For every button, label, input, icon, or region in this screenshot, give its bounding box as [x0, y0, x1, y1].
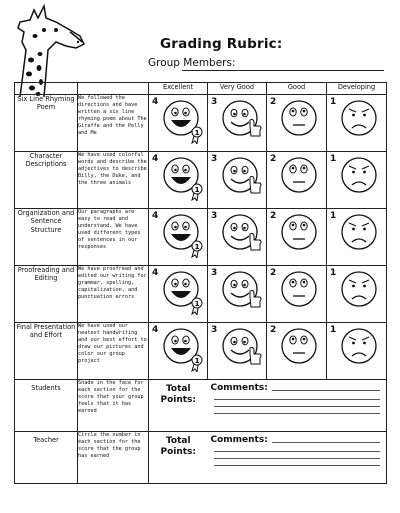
score-number[interactable]: 2 — [270, 325, 277, 335]
score-number[interactable]: 4 — [152, 154, 159, 164]
corner-cell — [15, 83, 78, 95]
total-points-label: Total Points: — [160, 384, 197, 405]
score-cell[interactable] — [327, 152, 387, 209]
rubric-row — [15, 152, 387, 209]
criterion-name: Final Presentation and Effort — [15, 323, 78, 380]
score-cell[interactable] — [267, 209, 327, 266]
score-cell[interactable] — [327, 266, 387, 323]
score-cell[interactable] — [149, 152, 208, 209]
ecstatic-face-icon[interactable] — [161, 269, 205, 315]
score-cell[interactable] — [208, 266, 267, 323]
score-cell[interactable] — [208, 152, 267, 209]
score-number[interactable]: 1 — [330, 325, 337, 335]
criterion-description: Our paragraphs are easy to read and understand. We have used different types of sentences in our responses — [78, 209, 149, 266]
summary-row — [15, 380, 387, 432]
svg-text:1: 1 — [194, 300, 200, 308]
column-header: Developing — [327, 83, 387, 95]
column-header: Excellent — [149, 83, 208, 95]
summary-description: Snade in the face for each section for the score that your group feels that it has earned — [78, 380, 149, 432]
score-number[interactable]: 2 — [270, 154, 277, 164]
score-number[interactable]: 3 — [211, 211, 218, 221]
score-cell[interactable] — [149, 266, 208, 323]
neutral-face-icon[interactable] — [279, 269, 323, 315]
neutral-face-icon[interactable] — [279, 98, 323, 144]
summary-description: Circle the number in each section for the score that the group has earned — [78, 432, 149, 484]
comment-line[interactable] — [214, 458, 381, 459]
ecstatic-face-icon[interactable] — [161, 212, 205, 258]
thumbs-up-face-icon[interactable] — [220, 212, 264, 258]
score-number[interactable]: 1 — [330, 154, 337, 164]
score-number[interactable]: 2 — [270, 268, 277, 278]
criterion-description: We have proofread and edited our writing for grammar, spelling, capitalization, and punctuation errors — [78, 266, 149, 323]
comments-cell[interactable] — [208, 380, 387, 432]
thumbs-up-face-icon[interactable] — [220, 326, 264, 372]
score-number[interactable]: 2 — [270, 211, 277, 221]
score-cell[interactable] — [149, 209, 208, 266]
ecstatic-face-icon[interactable] — [161, 155, 205, 201]
summary-role: Students — [15, 380, 78, 432]
group-members-line[interactable] — [182, 70, 384, 71]
score-number[interactable]: 4 — [152, 97, 159, 107]
total-points-cell[interactable] — [149, 432, 208, 484]
score-cell[interactable] — [267, 266, 327, 323]
score-cell[interactable] — [327, 323, 387, 380]
comments-cell[interactable] — [208, 432, 387, 484]
sad-face-icon[interactable] — [339, 326, 383, 372]
sad-face-icon[interactable] — [339, 98, 383, 144]
neutral-face-icon[interactable] — [279, 155, 323, 201]
comments-label: Comments: — [210, 383, 268, 393]
neutral-face-icon[interactable] — [279, 326, 323, 372]
group-members-label: Group Members: — [148, 57, 236, 69]
score-cell[interactable] — [267, 95, 327, 152]
criterion-description: We followed the directions and have written a six line rhyming poem about The Giraffe and the Pelly and Me — [78, 95, 149, 152]
score-cell[interactable] — [208, 95, 267, 152]
score-number[interactable]: 1 — [330, 211, 337, 221]
comment-line[interactable] — [214, 406, 381, 407]
criterion-name: Organization and Sentence Structure — [15, 209, 78, 266]
svg-text:1: 1 — [194, 357, 200, 365]
score-cell[interactable] — [208, 323, 267, 380]
score-number[interactable]: 3 — [211, 325, 218, 335]
score-cell[interactable] — [267, 152, 327, 209]
score-number[interactable]: 2 — [270, 97, 277, 107]
sad-face-icon[interactable] — [339, 269, 383, 315]
svg-text:1: 1 — [194, 186, 200, 194]
neutral-face-icon[interactable] — [279, 212, 323, 258]
svg-text:1: 1 — [194, 129, 200, 137]
total-points-cell[interactable] — [149, 380, 208, 432]
column-header: Good — [267, 83, 327, 95]
rubric-row — [15, 95, 387, 152]
score-cell[interactable] — [327, 209, 387, 266]
svg-text:1: 1 — [194, 243, 200, 251]
rubric-row — [15, 323, 387, 380]
thumbs-up-face-icon[interactable] — [220, 155, 264, 201]
score-number[interactable]: 1 — [330, 97, 337, 107]
score-number[interactable]: 4 — [152, 268, 159, 278]
page-title: Grading Rubric: — [160, 36, 283, 52]
sad-face-icon[interactable] — [339, 212, 383, 258]
score-number[interactable]: 3 — [211, 154, 218, 164]
score-number[interactable]: 4 — [152, 325, 159, 335]
score-number[interactable]: 3 — [211, 97, 218, 107]
comment-line[interactable] — [214, 465, 381, 466]
comment-line[interactable] — [214, 399, 381, 400]
ecstatic-face-icon[interactable] — [161, 326, 205, 372]
score-number[interactable]: 1 — [330, 268, 337, 278]
summary-row — [15, 432, 387, 484]
comment-line[interactable] — [214, 451, 381, 452]
thumbs-up-face-icon[interactable] — [220, 98, 264, 144]
score-number[interactable]: 4 — [152, 211, 159, 221]
comments-label: Comments: — [210, 435, 268, 445]
criterion-name: Proofreading and Editing — [15, 266, 78, 323]
criterion-description: We have used our neatest handwriting and our best effort to draw our pictures and color our group project — [78, 323, 149, 380]
summary-role: Teacher — [15, 432, 78, 484]
corner-cell-2 — [78, 83, 149, 95]
score-cell[interactable] — [267, 323, 327, 380]
score-cell[interactable] — [149, 323, 208, 380]
criterion-description: We have used colorful words and describe the adjectives to describe Billy, the Duke, and the three animals — [78, 152, 149, 209]
total-points-label: Total Points: — [160, 436, 197, 457]
score-cell[interactable] — [327, 95, 387, 152]
score-number[interactable]: 3 — [211, 268, 218, 278]
criterion-name: Six Line Rhyming Poem — [15, 95, 78, 152]
score-cell[interactable] — [149, 95, 208, 152]
criterion-name: Character Descriptions — [15, 152, 78, 209]
comment-line[interactable] — [214, 413, 381, 414]
ecstatic-face-icon[interactable] — [161, 98, 205, 144]
thumbs-up-face-icon[interactable] — [220, 269, 264, 315]
rubric-row — [15, 209, 387, 266]
score-cell[interactable] — [208, 209, 267, 266]
sad-face-icon[interactable] — [339, 155, 383, 201]
column-header: Very Good — [208, 83, 267, 95]
rubric-row — [15, 266, 387, 323]
rubric-table — [14, 82, 387, 484]
